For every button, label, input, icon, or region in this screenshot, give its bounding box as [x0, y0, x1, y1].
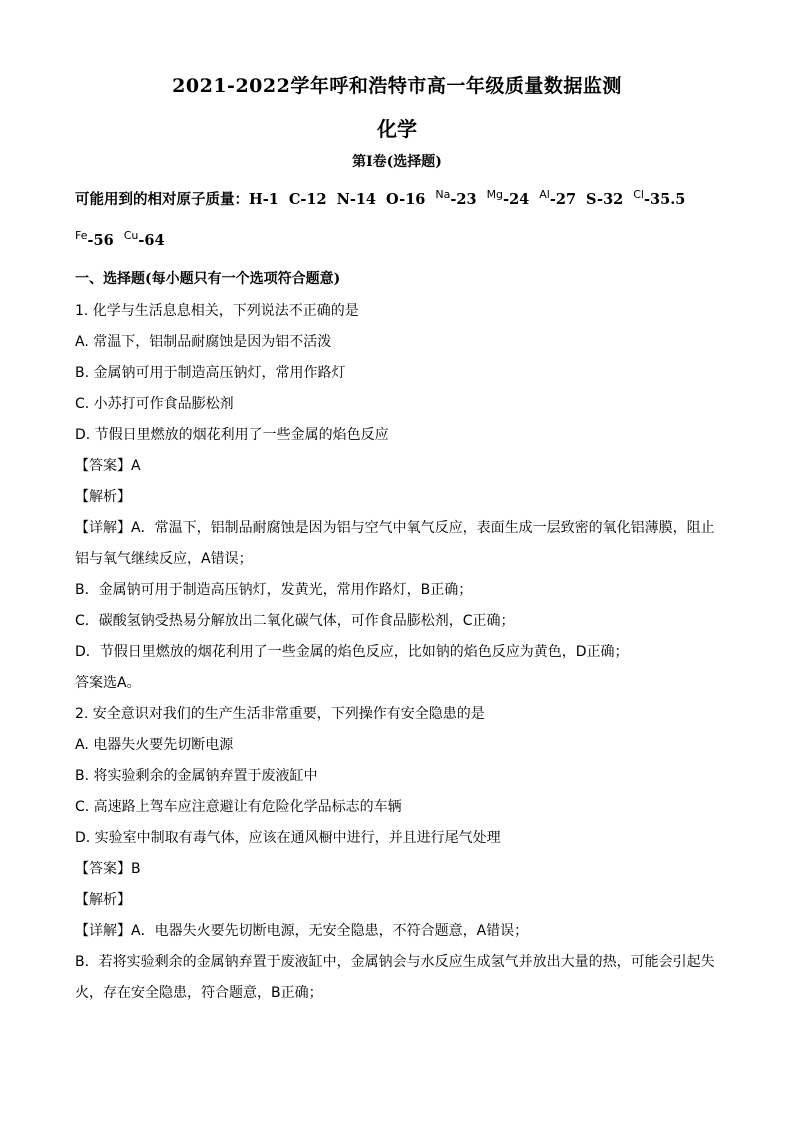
element-symbol: Na [435, 188, 451, 201]
text-line: 【详解】A．常温下，铝制品耐腐蚀是因为铝与空气中氧气反应，表面生成一层致密的氧化铝薄膜，阻止 [75, 520, 715, 536]
text-line: 【解析】 [75, 892, 131, 908]
page-title: 2021-2022学年呼和浩特市高一年级质量数据监测 [172, 75, 622, 97]
text-line: 2. 安全意识对我们的生产生活非常重要，下列操作有安全隐患的是 [75, 706, 485, 722]
text-line: A. 电器失火要先切断电源 [75, 737, 234, 753]
text-line: B. 将实验剩余的金属钠弃置于废液缸中 [75, 768, 318, 784]
text-line: D. 实验室中制取有毒气体，应该在通风橱中进行，并且进行尾气处理 [75, 830, 501, 846]
atomic-masses-line-1 [75, 188, 695, 209]
atomic-mass-value: -24 [503, 191, 530, 208]
text-line: 【解析】 [75, 489, 131, 505]
element-symbol: Mg [486, 188, 504, 201]
atomic-mass-item [435, 188, 477, 208]
text-line: A. 常温下，铝制品耐腐蚀是因为铝不活泼 [75, 334, 332, 350]
atomic-mass-item [586, 191, 623, 208]
atomic-mass-item [486, 188, 530, 208]
text-line: 火，存在安全隐患，符合题意，B正确； [75, 985, 323, 1001]
text-line: 【详解】A．电器失火要先切断电源，无安全隐患，不符合题意，A错误； [75, 923, 529, 939]
subject-title: 化学 [377, 117, 417, 141]
text-line: 1. 化学与生活息息相关，下列说法不正确的是 [75, 303, 359, 319]
atomic-mass-item [337, 191, 376, 208]
atomic-mass-item [249, 191, 279, 208]
text-line: C．碳酸氢钠受热易分解放出二氧化碳气体，可作食品膨松剂，C正确； [75, 613, 515, 629]
atomic-masses-label: 可能用到的相对原子质量： [75, 191, 249, 208]
element-symbol: Cl [633, 188, 644, 201]
atomic-mass-value: N-14 [336, 191, 377, 208]
element-symbol: Fe [75, 229, 88, 242]
atomic-mass-item [289, 191, 327, 208]
text-line: B．若将实验剩余的金属钠弃置于废液缸中，金属钠会与水反应生成氢气并放出大量的热，可能会引起失 [75, 954, 715, 970]
atomic-mass-value: C-12 [288, 191, 327, 208]
part-heading: 一、选择题(每小题只有一个选项符合题意) [75, 271, 341, 287]
atomic-mass-value: -56 [87, 232, 114, 249]
text-line: C. 高速路上驾车应注意避让有危险化学品标志的车辆 [75, 799, 402, 815]
atomic-mass-item [123, 229, 165, 249]
text-line: 【答案】A [75, 458, 141, 474]
atomic-mass-value: O-16 [386, 191, 426, 208]
atomic-mass-value: -64 [138, 232, 165, 249]
text-line: D. 节假日里燃放的烟花利用了一些金属的焰色反应 [75, 427, 389, 443]
atomic-mass-value: -27 [549, 191, 577, 208]
section-title: 第Ⅰ卷(选择题) [352, 154, 442, 170]
atomic-mass-item [386, 191, 425, 208]
atomic-mass-value: H-1 [249, 191, 279, 208]
atomic-mass-value: -35.5 [644, 191, 686, 208]
text-line: 答案选A。 [75, 675, 141, 691]
atomic-masses-line-2 [75, 229, 175, 249]
text-line: 铝与氧气继续反应，A错误； [75, 551, 253, 567]
text-line: 【答案】B [75, 861, 141, 877]
text-line: B．金属钠可用于制造高压钠灯，发黄光，常用作路灯，B正确； [75, 582, 473, 598]
text-line: C. 小苏打可作食品膨松剂 [75, 396, 234, 412]
atomic-mass-item [633, 188, 686, 208]
atomic-mass-value: S-32 [586, 191, 624, 208]
text-line: B. 金属钠可用于制造高压钠灯，常用作路灯 [75, 365, 346, 381]
text-line: D．节假日里燃放的烟花利用了一些金属的焰色反应，比如钠的焰色反应为黄色，D正确； [75, 644, 629, 660]
element-symbol: Al [539, 188, 550, 201]
atomic-mass-item [75, 229, 114, 249]
atomic-mass-value: -23 [450, 191, 477, 208]
element-symbol: Cu [123, 229, 139, 242]
atomic-mass-item [539, 188, 577, 208]
